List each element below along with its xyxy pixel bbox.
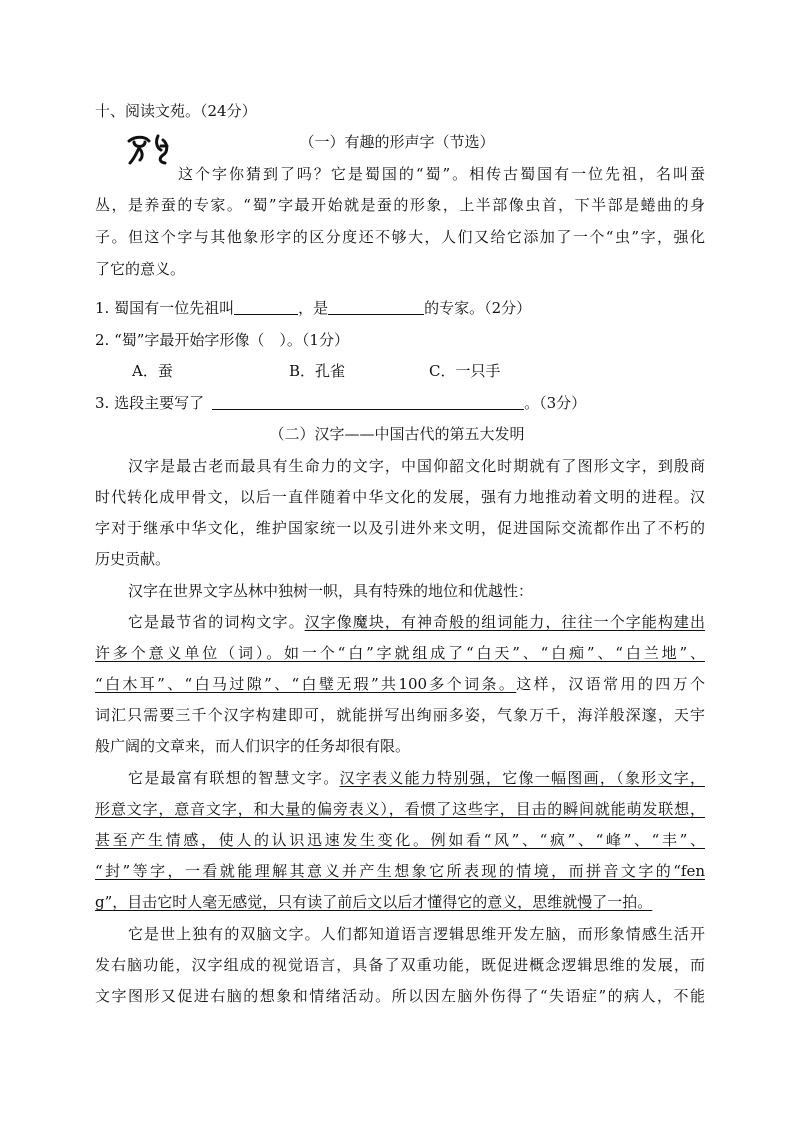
part2-p4-line-1-underlined: 汉字表义能力特别强，它像一幅图画，（象形文字，	[339, 769, 705, 787]
part2-p3-line-3-underlined: “白木耳”、“白马过隙”、“白璧无瑕”共100多个词条。	[95, 675, 517, 693]
question-1-text-b: ，是	[298, 299, 329, 317]
question-1-text-c: 的专家。（2分）	[424, 299, 532, 317]
part1-title: （一）有趣的形声字（节选）	[299, 133, 495, 151]
option-a[interactable]: A．蚕	[132, 362, 173, 380]
part2-p1-line-1: 汉字是最古老而最具有生命力的文字，中国仰韶文化时期就有了图形文字，到殷商	[128, 457, 705, 475]
question-2: 2. “蜀”字最开始字形像（ ）。（1分）	[95, 331, 349, 349]
question-1-text-a: 1. 蜀国有一位先祖叫	[95, 299, 235, 317]
question-3-text-b: 。（3分）	[524, 394, 587, 412]
question-3	[95, 392, 586, 414]
part2-p3-line-2: 许多个意义单位（词）。如一个“白”字就组成了“白天”、“白痴”、“白兰地”、	[95, 644, 705, 662]
part2-p3-line-1	[128, 611, 705, 633]
part2-p4-line-2: 形意文字，意音文字，和大量的偏旁表义），看惯了这些字，目击的瞬间就能萌发联想，	[95, 800, 705, 818]
answer-blank-summary[interactable]	[212, 393, 524, 410]
part2-p3-line-1-underlined: 汉字像魔块，有神奇般的组词能力，往往一个字能构建出	[304, 613, 705, 631]
option-c[interactable]: C．一只手	[429, 362, 501, 380]
part2-p5-line-2: 发右脑功能，汉字组成的视觉语言，具备了双重功能，既促进概念逻辑思维的发展，而	[95, 956, 705, 974]
part1-paragraph-line-4: 了它的意义。	[95, 260, 186, 278]
part2-p5-line-1: 它是世上独有的双脑文字。人们都知道语言逻辑思维开发左脑，而形象情感生活开	[128, 925, 705, 943]
part1-paragraph-line-2: 丛，是养蚕的专家。“蜀”字最开始就是蚕的形象，上半部像虫首，下半部是蜷曲的身	[95, 196, 705, 214]
part2-p5-line-3: 文字图形又促进右脑的想象和情绪活动。所以因左脑外伤得了“失语症”的病人，不能	[95, 987, 705, 1005]
option-b[interactable]: B．孔雀	[289, 362, 346, 380]
question-1	[95, 297, 531, 319]
part2-p1-line-4: 历史贡献。	[95, 550, 171, 568]
question-3-text-a: 3. 选段主要写了	[95, 394, 205, 412]
part2-title: （二）汉字——中国古代的第五大发明	[269, 425, 525, 443]
section-heading: 十、阅读文苑。（24分）	[95, 102, 257, 120]
part2-p3-line-5: 般广阔的文章来，而人们识字的任务却很有限。	[95, 737, 411, 755]
part2-p3-line-3-plain: 这样，汉语常用的四万个	[516, 675, 705, 693]
answer-blank-ancestor-name[interactable]	[234, 298, 298, 315]
ancient-shu-glyph	[125, 132, 175, 166]
part1-paragraph-line-3: 子。但这个字与其他象形字的区分度还不够大，人们又给它添加了一个“虫”字，强化	[95, 228, 705, 246]
part2-p3-line-4: 词汇只需要三千个汉字构建即可，就能拼写出绚丽多姿，气象万千，海洋般深邃，天宇	[95, 706, 705, 724]
part2-p4-line-1-plain: 它是最富有联想的智慧文字。	[128, 769, 340, 787]
part2-p3-line-1-plain: 它是最节省的词构文字。	[128, 613, 305, 631]
part2-p4-line-5: g”，目击它时人毫无感觉，只有读了前后文以后才懂得它的意义，思维就慢了一拍。	[95, 893, 653, 911]
part2-p4-line-1	[128, 767, 705, 789]
part1-paragraph-line-1: 这个字你猜到了吗？它是蜀国的“蜀”。相传古蜀国有一位先祖，名叫蚕	[178, 165, 705, 183]
answer-blank-expert-field[interactable]	[328, 298, 424, 315]
part2-p4-line-3: 甚至产生情感，使人的认识迅速发生变化。例如看“风”、“疯”、“峰”、“丰”、	[95, 831, 705, 849]
part2-p2-line-1: 汉字在世界文字丛林中独树一帜，具有特殊的地位和优越性：	[128, 582, 534, 600]
part2-p1-line-3: 字对于继承中华文化，维护国家统一以及引进外来文明，促进国际交流都作出了不朽的	[95, 519, 705, 537]
part2-p4-line-4: “封”等字，一看就能理解其意义并产生想象它所表现的情境，而拼音文字的“fen	[95, 862, 705, 880]
part2-p1-line-2: 时代转化成甲骨文，以后一直伴随着中华文化的发展，强有力地推动着文明的进程。汉	[95, 488, 705, 506]
part2-p3-line-3	[95, 673, 705, 695]
